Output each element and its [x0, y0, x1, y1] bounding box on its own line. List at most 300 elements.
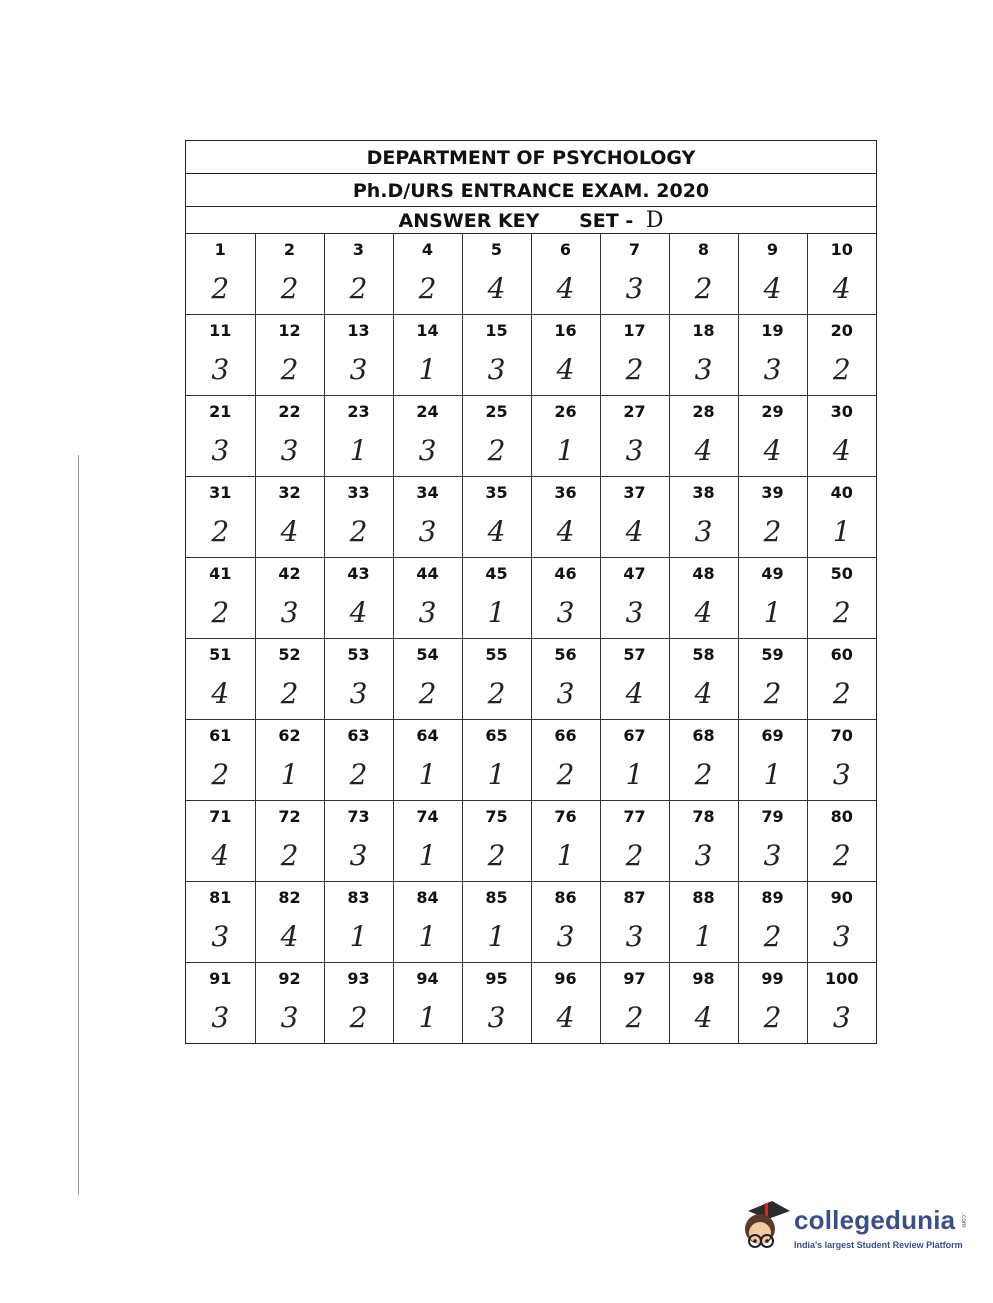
exam-title: Ph.D/URS ENTRANCE EXAM. 2020	[186, 174, 876, 207]
question-number: 27	[623, 402, 646, 421]
answer-cell	[531, 801, 600, 882]
answer-cell	[669, 639, 738, 720]
answer-value: 1	[625, 758, 644, 791]
question-number: 92	[278, 969, 301, 988]
answer-cell	[738, 396, 807, 477]
answer-cell	[807, 396, 876, 477]
question-number: 14	[416, 321, 439, 340]
answer-value: 1	[556, 434, 575, 467]
answer-cell	[669, 963, 738, 1044]
answer-cell	[462, 882, 531, 963]
question-number: 64	[416, 726, 439, 745]
answer-value: 3	[625, 434, 644, 467]
logo-wordmark: collegedunia	[794, 1205, 956, 1235]
answer-value: 3	[625, 272, 644, 305]
answer-cell	[255, 720, 324, 801]
question-number: 95	[485, 969, 508, 988]
answer-value: 2	[625, 839, 644, 872]
answer-value: 2	[349, 515, 368, 548]
answer-value: 4	[556, 515, 575, 548]
question-number: 74	[416, 807, 439, 826]
answer-cell	[462, 720, 531, 801]
question-number: 6	[559, 240, 572, 259]
collegedunia-logo	[738, 1195, 968, 1265]
question-number: 9	[766, 240, 779, 259]
answer-row	[186, 963, 876, 1044]
answer-value: 3	[625, 596, 644, 629]
answer-cell	[669, 558, 738, 639]
answer-cell	[393, 558, 462, 639]
answer-value: 2	[280, 839, 299, 872]
answer-value: 1	[763, 596, 782, 629]
answer-value: 1	[556, 839, 575, 872]
answer-cell	[255, 396, 324, 477]
question-number: 61	[209, 726, 232, 745]
answer-value: 4	[832, 434, 851, 467]
answer-cell	[807, 801, 876, 882]
answer-cell	[531, 477, 600, 558]
answer-cell	[738, 720, 807, 801]
answer-cell	[531, 558, 600, 639]
answer-value: 2	[832, 596, 851, 629]
answer-cell	[462, 315, 531, 396]
answer-value: 3	[694, 353, 713, 386]
answer-cell	[600, 315, 669, 396]
answer-value: 2	[832, 677, 851, 710]
answer-cell	[186, 720, 255, 801]
answer-value: 3	[487, 353, 506, 386]
answer-cell	[738, 882, 807, 963]
question-number: 29	[761, 402, 784, 421]
answer-cell	[462, 639, 531, 720]
question-number: 62	[278, 726, 301, 745]
answer-cell	[807, 234, 876, 315]
question-number: 3	[352, 240, 365, 259]
answer-cell	[669, 477, 738, 558]
answer-value: 3	[556, 677, 575, 710]
answer-value: 2	[211, 596, 230, 629]
answer-cell	[600, 396, 669, 477]
answer-cell	[186, 477, 255, 558]
question-number: 28	[692, 402, 715, 421]
question-number: 77	[623, 807, 646, 826]
answer-cell	[531, 963, 600, 1044]
answer-value: 2	[694, 758, 713, 791]
question-number: 54	[416, 645, 439, 664]
question-number: 47	[623, 564, 646, 583]
answer-value: 2	[694, 272, 713, 305]
answer-value: 2	[211, 515, 230, 548]
answer-row	[186, 396, 876, 477]
answer-cell	[600, 639, 669, 720]
question-number: 34	[416, 483, 439, 502]
answer-value: 2	[280, 677, 299, 710]
answer-value: 3	[211, 434, 230, 467]
question-number: 20	[830, 321, 853, 340]
question-number: 10	[830, 240, 853, 259]
answer-cell	[807, 720, 876, 801]
answer-cell	[807, 882, 876, 963]
answer-cell	[738, 801, 807, 882]
answer-cell	[393, 234, 462, 315]
answer-cell	[255, 234, 324, 315]
question-number: 43	[347, 564, 370, 583]
answer-value: 4	[625, 515, 644, 548]
question-number: 5	[490, 240, 503, 259]
answer-value: 1	[418, 353, 437, 386]
answer-grid	[186, 234, 876, 1043]
question-number: 30	[830, 402, 853, 421]
question-number: 57	[623, 645, 646, 664]
answer-row	[186, 558, 876, 639]
question-number: 50	[830, 564, 853, 583]
answer-value: 3	[625, 920, 644, 953]
question-number: 76	[554, 807, 577, 826]
question-number: 38	[692, 483, 715, 502]
answer-cell	[807, 639, 876, 720]
answer-cell	[255, 477, 324, 558]
question-number: 87	[623, 888, 646, 907]
answer-value: 2	[487, 434, 506, 467]
question-number: 13	[347, 321, 370, 340]
answer-value: 1	[280, 758, 299, 791]
question-number: 22	[278, 402, 301, 421]
question-number: 36	[554, 483, 577, 502]
question-number: 4	[421, 240, 434, 259]
question-number: 53	[347, 645, 370, 664]
answer-cell	[324, 315, 393, 396]
answer-cell	[324, 477, 393, 558]
answer-cell	[462, 801, 531, 882]
answer-cell	[255, 801, 324, 882]
question-number: 65	[485, 726, 508, 745]
answer-cell	[600, 720, 669, 801]
answer-row	[186, 315, 876, 396]
answer-value: 4	[694, 677, 713, 710]
answer-value: 3	[556, 596, 575, 629]
question-number: 48	[692, 564, 715, 583]
answer-cell	[462, 963, 531, 1044]
answer-value: 1	[487, 920, 506, 953]
question-number: 49	[761, 564, 784, 583]
answer-cell	[186, 882, 255, 963]
answer-value: 2	[832, 353, 851, 386]
logo-domain-suffix: .com	[960, 1213, 967, 1228]
mascot-icon	[738, 1197, 794, 1259]
question-number: 93	[347, 969, 370, 988]
answer-cell	[324, 396, 393, 477]
question-number: 80	[830, 807, 853, 826]
question-number: 89	[761, 888, 784, 907]
question-number: 31	[209, 483, 232, 502]
answer-value: 4	[280, 515, 299, 548]
answer-cell	[807, 315, 876, 396]
question-number: 90	[830, 888, 853, 907]
answer-key-sheet	[185, 140, 877, 1044]
answer-value: 3	[211, 353, 230, 386]
answer-cell	[669, 234, 738, 315]
answer-value: 2	[625, 1001, 644, 1034]
answer-cell	[393, 477, 462, 558]
question-number: 72	[278, 807, 301, 826]
answer-cell	[669, 396, 738, 477]
question-number: 7	[628, 240, 641, 259]
answer-cell	[324, 882, 393, 963]
question-number: 19	[761, 321, 784, 340]
question-number: 70	[830, 726, 853, 745]
answer-value: 1	[349, 920, 368, 953]
answer-value: 3	[763, 353, 782, 386]
answer-cell	[462, 477, 531, 558]
answer-key-heading	[186, 207, 876, 234]
answer-value: 1	[418, 758, 437, 791]
answer-cell	[531, 315, 600, 396]
answer-cell	[600, 882, 669, 963]
answer-value: 3	[280, 596, 299, 629]
answer-cell	[531, 396, 600, 477]
question-number: 66	[554, 726, 577, 745]
answer-value: 2	[487, 839, 506, 872]
answer-cell	[324, 234, 393, 315]
answer-cell	[738, 963, 807, 1044]
question-number: 97	[623, 969, 646, 988]
answer-value: 3	[211, 1001, 230, 1034]
question-number: 35	[485, 483, 508, 502]
answer-value: 2	[763, 1001, 782, 1034]
answer-cell	[393, 963, 462, 1044]
answer-value: 4	[763, 434, 782, 467]
answer-cell	[324, 558, 393, 639]
answer-cell	[393, 396, 462, 477]
question-number: 25	[485, 402, 508, 421]
question-number: 78	[692, 807, 715, 826]
answer-cell	[738, 315, 807, 396]
answer-value: 2	[487, 677, 506, 710]
answer-cell	[738, 477, 807, 558]
answer-value: 3	[349, 839, 368, 872]
question-number: 69	[761, 726, 784, 745]
answer-value: 2	[211, 272, 230, 305]
question-number: 23	[347, 402, 370, 421]
answer-row	[186, 639, 876, 720]
answer-cell	[393, 720, 462, 801]
answer-value: 4	[832, 272, 851, 305]
question-number: 98	[692, 969, 715, 988]
answer-cell	[255, 558, 324, 639]
question-number: 94	[416, 969, 439, 988]
logo-tagline: India's largest Student Review Platform	[794, 1240, 963, 1250]
answer-key-label: ANSWER KEY	[398, 210, 540, 232]
question-number: 81	[209, 888, 232, 907]
answer-value: 3	[487, 1001, 506, 1034]
question-number: 33	[347, 483, 370, 502]
answer-value: 1	[487, 596, 506, 629]
answer-value: 2	[349, 758, 368, 791]
answer-cell	[324, 801, 393, 882]
answer-value: 2	[556, 758, 575, 791]
question-number: 26	[554, 402, 577, 421]
answer-value: 3	[418, 515, 437, 548]
question-number: 83	[347, 888, 370, 907]
answer-cell	[324, 720, 393, 801]
answer-value: 4	[556, 353, 575, 386]
question-number: 42	[278, 564, 301, 583]
answer-value: 1	[349, 434, 368, 467]
answer-cell	[531, 882, 600, 963]
question-number: 8	[697, 240, 710, 259]
answer-value: 2	[418, 677, 437, 710]
answer-cell	[669, 801, 738, 882]
answer-value: 2	[349, 272, 368, 305]
answer-row	[186, 801, 876, 882]
answer-cell	[324, 639, 393, 720]
answer-value: 2	[763, 920, 782, 953]
answer-value: 4	[694, 1001, 713, 1034]
answer-value: 1	[832, 515, 851, 548]
question-number: 96	[554, 969, 577, 988]
answer-value: 1	[418, 839, 437, 872]
question-number: 12	[278, 321, 301, 340]
answer-value: 3	[763, 839, 782, 872]
answer-cell	[531, 639, 600, 720]
answer-cell	[186, 396, 255, 477]
answer-cell	[531, 720, 600, 801]
answer-cell	[531, 234, 600, 315]
question-number: 40	[830, 483, 853, 502]
answer-value: 4	[625, 677, 644, 710]
answer-cell	[255, 639, 324, 720]
answer-value: 3	[832, 758, 851, 791]
question-number: 15	[485, 321, 508, 340]
answer-value: 4	[694, 434, 713, 467]
answer-cell	[186, 639, 255, 720]
answer-value: 3	[280, 434, 299, 467]
department-title: DEPARTMENT OF PSYCHOLOGY	[186, 141, 876, 174]
answer-cell	[807, 963, 876, 1044]
question-number: 21	[209, 402, 232, 421]
question-number: 55	[485, 645, 508, 664]
answer-value: 3	[418, 596, 437, 629]
answer-value: 4	[763, 272, 782, 305]
answer-value: 2	[625, 353, 644, 386]
answer-cell	[255, 963, 324, 1044]
answer-value: 3	[349, 353, 368, 386]
answer-row	[186, 477, 876, 558]
answer-cell	[186, 963, 255, 1044]
answer-value: 3	[832, 1001, 851, 1034]
question-number: 59	[761, 645, 784, 664]
answer-value: 3	[832, 920, 851, 953]
question-number: 86	[554, 888, 577, 907]
question-number: 46	[554, 564, 577, 583]
question-number: 68	[692, 726, 715, 745]
set-value: D	[645, 208, 664, 233]
question-number: 41	[209, 564, 232, 583]
answer-cell	[186, 801, 255, 882]
scan-margin-line	[78, 455, 79, 1195]
answer-value: 3	[694, 515, 713, 548]
answer-cell	[324, 963, 393, 1044]
answer-cell	[186, 558, 255, 639]
question-number: 60	[830, 645, 853, 664]
answer-cell	[600, 234, 669, 315]
question-number: 67	[623, 726, 646, 745]
question-number: 58	[692, 645, 715, 664]
answer-cell	[807, 477, 876, 558]
answer-cell	[669, 315, 738, 396]
answer-cell	[393, 801, 462, 882]
question-number: 73	[347, 807, 370, 826]
answer-row	[186, 720, 876, 801]
set-label: SET -	[579, 210, 634, 232]
question-number: 39	[761, 483, 784, 502]
question-number: 24	[416, 402, 439, 421]
answer-cell	[738, 234, 807, 315]
answer-value: 4	[349, 596, 368, 629]
answer-cell	[669, 882, 738, 963]
answer-value: 3	[694, 839, 713, 872]
answer-value: 1	[418, 920, 437, 953]
answer-value: 2	[349, 1001, 368, 1034]
question-number: 18	[692, 321, 715, 340]
answer-value: 2	[280, 272, 299, 305]
answer-value: 3	[280, 1001, 299, 1034]
answer-value: 1	[763, 758, 782, 791]
answer-cell	[393, 315, 462, 396]
answer-value: 4	[487, 272, 506, 305]
answer-cell	[807, 558, 876, 639]
question-number: 100	[825, 969, 859, 988]
answer-value: 3	[211, 920, 230, 953]
answer-value: 4	[211, 839, 230, 872]
answer-value: 4	[211, 677, 230, 710]
question-number: 88	[692, 888, 715, 907]
answer-cell	[600, 477, 669, 558]
answer-cell	[600, 558, 669, 639]
question-number: 32	[278, 483, 301, 502]
answer-cell	[186, 234, 255, 315]
answer-value: 1	[694, 920, 713, 953]
answer-cell	[600, 963, 669, 1044]
question-number: 37	[623, 483, 646, 502]
answer-value: 1	[418, 1001, 437, 1034]
question-number: 71	[209, 807, 232, 826]
answer-value: 3	[418, 434, 437, 467]
answer-cell	[738, 639, 807, 720]
question-number: 51	[209, 645, 232, 664]
question-number: 85	[485, 888, 508, 907]
answer-value: 4	[556, 1001, 575, 1034]
answer-cell	[462, 396, 531, 477]
answer-cell	[738, 558, 807, 639]
question-number: 44	[416, 564, 439, 583]
question-number: 79	[761, 807, 784, 826]
answer-cell	[393, 882, 462, 963]
question-number: 82	[278, 888, 301, 907]
question-number: 16	[554, 321, 577, 340]
question-number: 91	[209, 969, 232, 988]
answer-value: 3	[349, 677, 368, 710]
answer-cell	[462, 558, 531, 639]
question-number: 52	[278, 645, 301, 664]
answer-value: 2	[832, 839, 851, 872]
question-number: 75	[485, 807, 508, 826]
answer-value: 2	[280, 353, 299, 386]
answer-row	[186, 882, 876, 963]
question-number: 99	[761, 969, 784, 988]
question-number: 2	[283, 240, 296, 259]
answer-value: 3	[556, 920, 575, 953]
